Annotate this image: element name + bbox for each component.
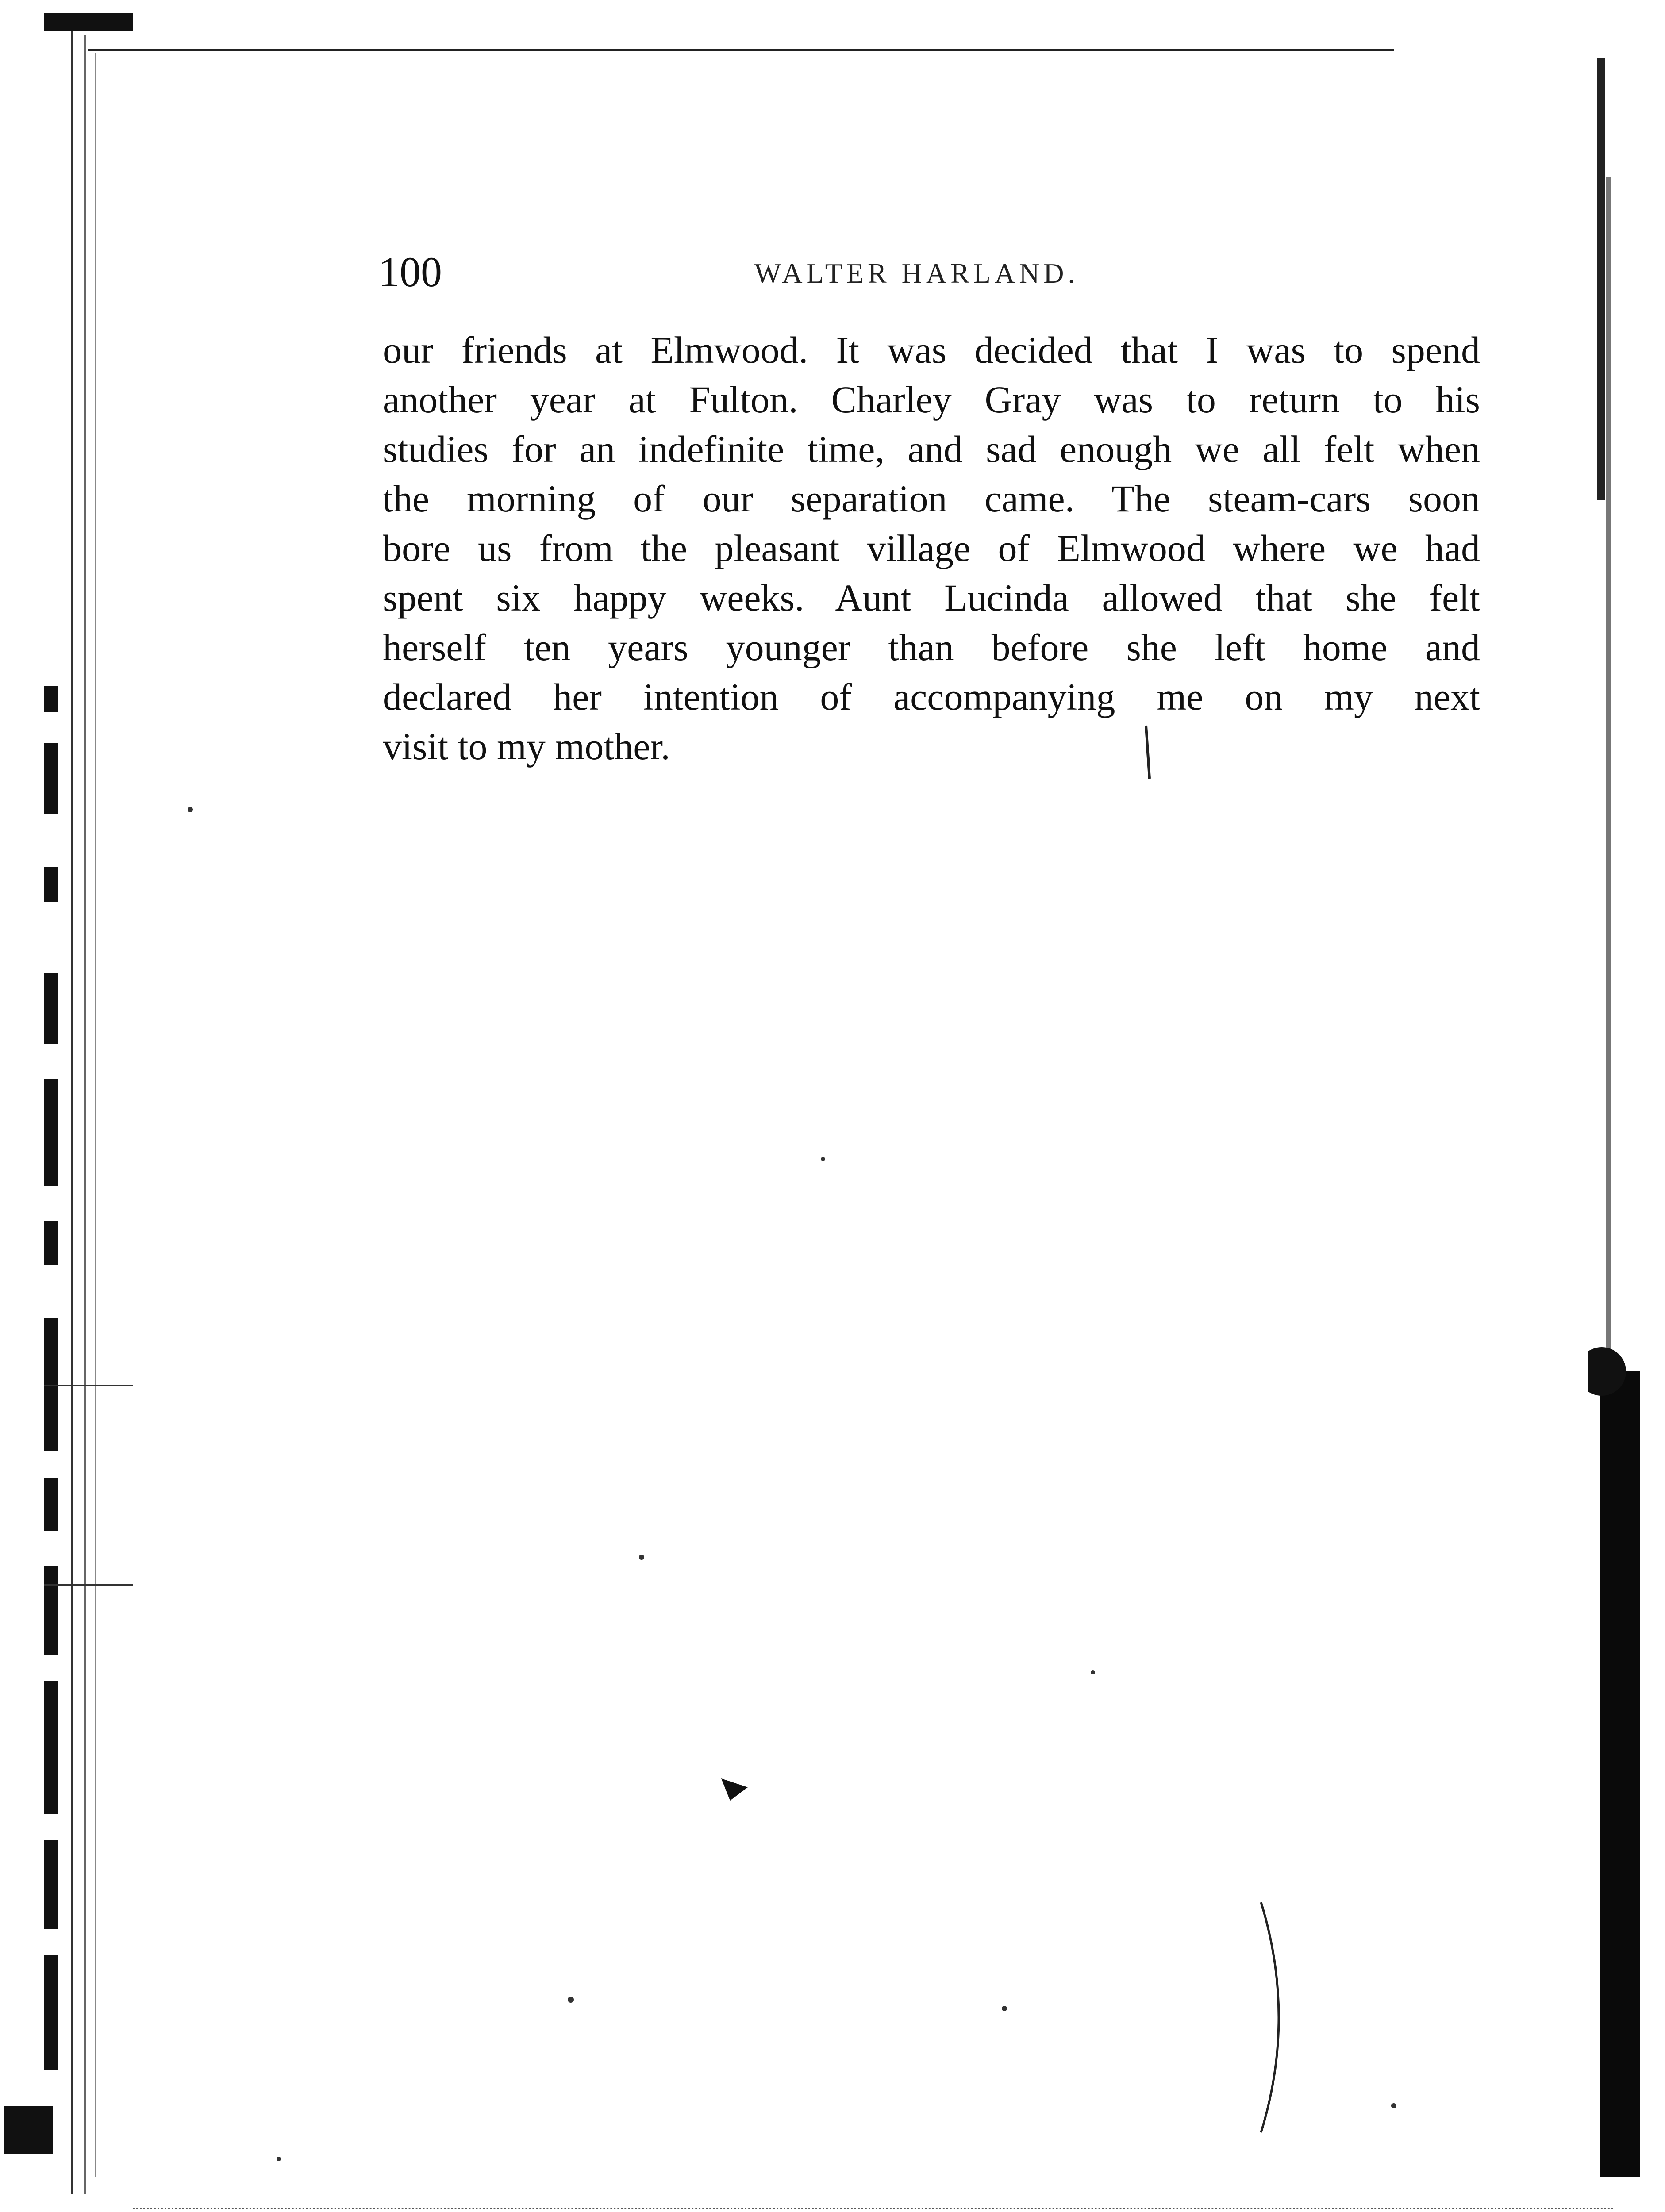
text-line: visit to my mother. [383, 725, 670, 768]
text-line: studies for an indefinite time, and sad enough we all felt when [383, 428, 1480, 470]
text-line: another year at Fulton. Charley Gray was to return to his [383, 378, 1480, 421]
book-title-header: WALTER HARLAND. [754, 257, 1079, 289]
text-line: bore us from the pleasant village of Elmwood where we had [383, 527, 1480, 569]
text-line: the morning of our separation came. The steam-cars soon [383, 477, 1480, 520]
text-line: herself ten years younger than before she left home and [383, 626, 1480, 668]
ink-blot [721, 1778, 748, 1801]
text-line: spent six happy weeks. Aunt Lucinda allowed that she felt [383, 576, 1480, 619]
stray-mark [1146, 726, 1150, 779]
stray-curve [1261, 1902, 1279, 2132]
page-number: 100 [378, 248, 442, 296]
text-line: our friends at Elmwood. It was decided that I was to spend [383, 329, 1480, 371]
text-line: declared her intention of accompanying me on my next [383, 676, 1480, 718]
